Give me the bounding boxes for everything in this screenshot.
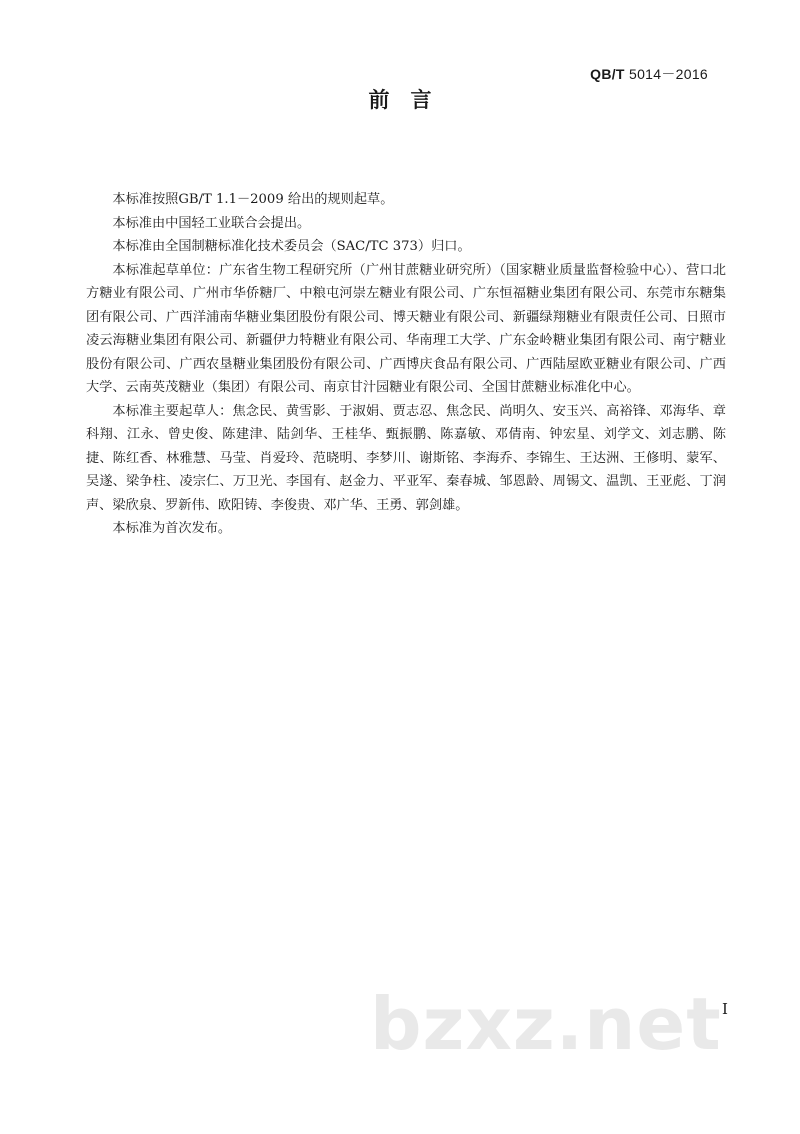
paragraph-committee: 本标准由全国制糖标准化技术委员会（SAC/TC 373）归口。 <box>112 239 471 254</box>
foreword-body <box>86 188 726 541</box>
paragraph-drafting-units: 本标准起草单位：广东省生物工程研究所（广州甘蔗糖业研究所）（国家糖业质量监督检验中心）、营口北方糖业有限公司、广州市华侨糖厂、中粮屯河崇左糖业有限公司、广东恒福糖业集团有限公司、东莞市东糖集团有限公司、广西洋浦南华糖业集团股份有限公司、博天糖业有限公司、新疆绿翔糖业有限责任公司、日照市凌云海糖业集团有限公司、新疆伊力特糖业有限公司、华南理工大学、广东金岭糖业集团有限公司、南宁糖业股份有限公司、广西农垦糖业集团股份有限公司、广西博庆食品有限公司、广西陆屋欧亚糖业有限公司、广西大学、云南英茂糖业（集团）有限公司、南京甘汁园糖业有限公司、全国甘蔗糖业标准化中心。 <box>86 262 726 395</box>
standard-code <box>590 64 708 84</box>
standard-number: 5014－2016 <box>629 66 708 82</box>
paragraph-first-release: 本标准为首次发布。 <box>112 521 232 536</box>
paragraph-drafting-rules: 本标准按照GB/T 1.1－2009 给出的规则起草。 <box>112 192 394 207</box>
page-number: I <box>722 1000 728 1018</box>
paragraph-drafters: 本标准主要起草人：焦念民、黄雪影、于淑娟、贾志忍、焦念民、尚明久、安玉兴、高裕锋、邓海华、章科翔、江永、曾史俊、陈建津、陆剑华、王桂华、甄振鹏、陈嘉敏、邓倩南、钟宏星、刘学文、刘志鹏、陈捷、陈红香、林雅慧、马莹、肖爱玲、范晓明、李梦川、谢斯铭、李海乔、李锦生、王达洲、王修明、蒙军、吴遂、梁争柱、凌宗仁、万卫光、李国有、赵金力、平亚军、秦春城、邹恩龄、周锡文、温凯、王亚彪、丁润声、梁欣泉、罗新伟、欧阳铸、李俊贵、邓广华、王勇、郭剑雄。 <box>86 403 726 513</box>
watermark: bzxz.net <box>370 982 722 1066</box>
standard-prefix: QB/T <box>590 66 625 82</box>
page-title: 前 言 <box>368 88 432 112</box>
paragraph-proposer: 本标准由中国轻工业联合会提出。 <box>112 215 311 231</box>
